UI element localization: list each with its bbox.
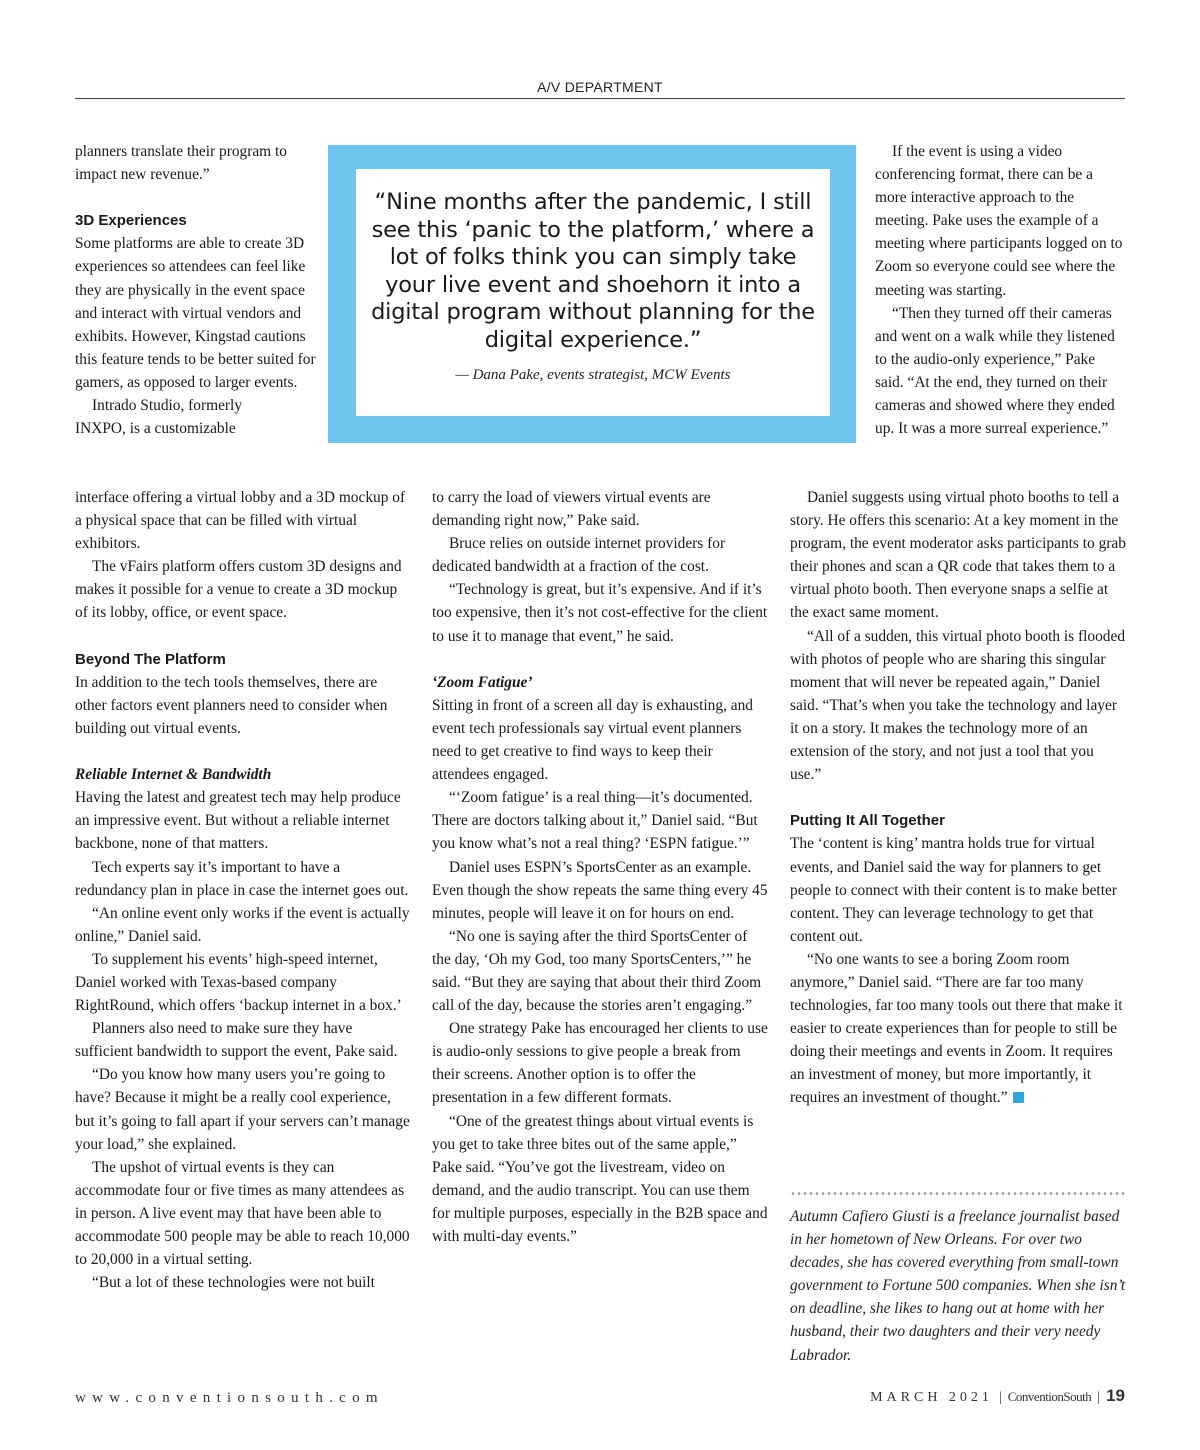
column-3: [790, 486, 1126, 1110]
paragraph: Intrado Studio, formerly INXPO, is a customizable: [75, 397, 243, 438]
footer-separator: |: [998, 1390, 1002, 1405]
column-3-top: [875, 140, 1127, 440]
paragraph-text: “No one wants to see a boring Zoom room anymore,” Daniel said. “There are far too many technologies, far too many tools out there that make it easier to create experiences than for people to still be doing their meetings and events in Zoom. It requires an investment of money, but more importantly, it requires an investment of thought.”: [790, 950, 1123, 1107]
paragraph: One strategy Pake has encouraged her clients to use is audio-only sessions to give people a break from their screens. Another option is to offer the presentation in a few different formats.: [432, 1020, 768, 1107]
footer-issue: MARCH 2021: [870, 1390, 993, 1405]
column-1-top: [75, 140, 320, 440]
paragraph: “Technology is great, but it’s expensive. And if it’s too expensive, then it’s not cost-effective for the client to use it to manage that event,” he said.: [432, 581, 768, 645]
subhead-3d-experiences: 3D Experiences: [75, 212, 187, 230]
pull-quote-attribution: — Dana Pake, events strategist, MCW Events: [455, 366, 731, 383]
paragraph: If the event is using a video conferencing format, there can be a more interactive approach to the meeting. Pake uses the example of a meeting where participants logged on to Zoom so everyone could see where the meeting was starting.: [875, 143, 1123, 299]
paragraph: “Then they turned off their cameras and went on a walk while they listened to the audio-only experience,” Pake said. “At the end, they turned on their cameras and showed where they ended up. It was a more surreal experience.”: [875, 304, 1115, 438]
paragraph: “All of a sudden, this virtual photo booth is flooded with photos of people who are sharing this singular moment that will never be repeated again,” Daniel said. “That’s when you take the technology and layer it on a story. It makes the technology more of an extension of the story, and not just a tool that you use.”: [790, 627, 1126, 784]
footer-website: www.conventionsouth.com: [75, 1390, 384, 1406]
footer-magazine: ConventionSouth: [1007, 1389, 1092, 1404]
paragraph: planners translate their program to impact new revenue.”: [75, 143, 287, 184]
paragraph: “‘Zoom fatigue’ is a real thing—it’s documented. There are doctors talking about it,” Daniel said. “But you know what’s not a real thing? ‘ESPN fatigue.’”: [432, 789, 758, 853]
dotted-divider: [790, 1192, 1126, 1195]
column-1: [75, 486, 411, 1294]
column-2: [432, 486, 768, 1248]
paragraph: The ‘content is king’ mantra holds true for virtual events, and Daniel said the way for planners to get people to connect with their content is to make better content. They can leverage technology to get that content out.: [790, 835, 1117, 945]
page-number: 19: [1106, 1386, 1125, 1405]
paragraph: Daniel suggests using virtual photo booths to tell a story. He offers this scenario: At a key moment in the program, the event moderator asks participants to grab their phones and scan a QR code that takes them to a virtual photo booth. Then everyone snaps a selfie at the exact same moment.: [790, 489, 1126, 622]
paragraph: “But a lot of these technologies were not built: [92, 1274, 375, 1292]
paragraph: “An online event only works if the event is actually online,” Daniel said.: [75, 904, 410, 945]
paragraph: to carry the load of viewers virtual events are demanding right now,” Pake said.: [432, 489, 711, 530]
paragraph: “Do you know how many users you’re going to have? Because it might be a really cool experience, but it’s going to fall apart if your servers can’t manage your load,” she explained.: [75, 1066, 410, 1153]
paragraph: [790, 948, 1126, 1110]
paragraph: The upshot of virtual events is they can accommodate four or five times as many attendees as in person. A live event may that have been able to accommodate 500 people may be able to reach 10,000 to 20,000 in a virtual setting.: [75, 1158, 410, 1269]
pull-quote-inner: [356, 169, 830, 416]
paragraph: Daniel uses ESPN’s SportsCenter as an example. Even though the show repeats the same thing every 45 minutes, people will leave it on for hours on end.: [432, 858, 768, 922]
paragraph: Sitting in front of a screen all day is exhausting, and event tech professionals say virtual event planners need to get creative to find ways to keep their attendees engaged.: [432, 696, 753, 784]
footer-separator: |: [1097, 1390, 1101, 1405]
pull-quote-text: “Nine months after the pandemic, I still see this ‘panic to the platform,’ where a lot of folks think you can simply take your live event and shoehorn it into a digital program without planning for the digital experience.”: [371, 189, 815, 353]
paragraph: The vFairs platform offers custom 3D designs and makes it possible for a venue to create a 3D mockup of its lobby, office, or event space.: [75, 558, 402, 622]
paragraph: Tech experts say it’s important to have a redundancy plan in place in case the internet goes out.: [75, 858, 409, 899]
paragraph: Bruce relies on outside internet providers for dedicated bandwidth at a fraction of the cost.: [432, 535, 726, 576]
section-label: A/V DEPARTMENT: [537, 79, 663, 95]
author-bio: Autumn Cafiero Giusti is a freelance journalist based in her hometown of New Orleans. For over two decades, she has covered everything from small-town government to Fortune 500 companies. When she isn’t on deadline, she likes to hang out at home with her husband, their two daughters and their very needy Labrador.: [790, 1208, 1126, 1364]
footer-issue-info: [870, 1386, 1125, 1406]
paragraph: Planners also need to make sure they have sufficient bandwidth to support the event, Pake said.: [75, 1020, 398, 1061]
paragraph: interface offering a virtual lobby and a 3D mockup of a physical space that can be filled with virtual exhibitors.: [75, 489, 406, 553]
paragraph: “One of the greatest things about virtual events is you get to take three bites out of the same apple,” Pake said. “You’ve got the livestream, video on demand, and the audio transcript. You can use them for multiple purposes, especially in the B2B space and with multi-day events.”: [432, 1112, 768, 1245]
header-rule: [75, 98, 1125, 99]
subhead-zoom-fatigue: ‘Zoom Fatigue’: [432, 673, 533, 691]
paragraph: Some platforms are able to create 3D experiences so attendees can feel like they are physically in the event space and interact with virtual vendors and exhibits. However, Kingstad cautions this feature tends to be better suited for gamers, as opposed to larger events.: [75, 235, 316, 391]
paragraph: To supplement his events’ high-speed internet, Daniel worked with Texas-based company RightRound, which offers ‘backup internet in a box.’: [75, 950, 402, 1015]
subhead-reliable-internet: Reliable Internet & Bandwidth: [75, 766, 272, 784]
paragraph: In addition to the tech tools themselves, there are other factors event planners need to consider when building out virtual events.: [75, 673, 388, 737]
paragraph: Having the latest and greatest tech may help produce an impressive event. But without a reliable internet backbone, none of that matters.: [75, 789, 401, 853]
subhead-putting-it-together: Putting It All Together: [790, 812, 945, 830]
end-mark-icon: [1013, 1092, 1024, 1103]
paragraph: “No one is saying after the third SportsCenter of the day, ‘Oh my God, too many SportsCenters,’” he said. “But they are saying that about their third Zoom call of the day, because the stories aren’t engaging.”: [432, 927, 762, 1015]
pull-quote-box: [328, 145, 856, 443]
subhead-beyond-the-platform: Beyond The Platform: [75, 650, 226, 668]
